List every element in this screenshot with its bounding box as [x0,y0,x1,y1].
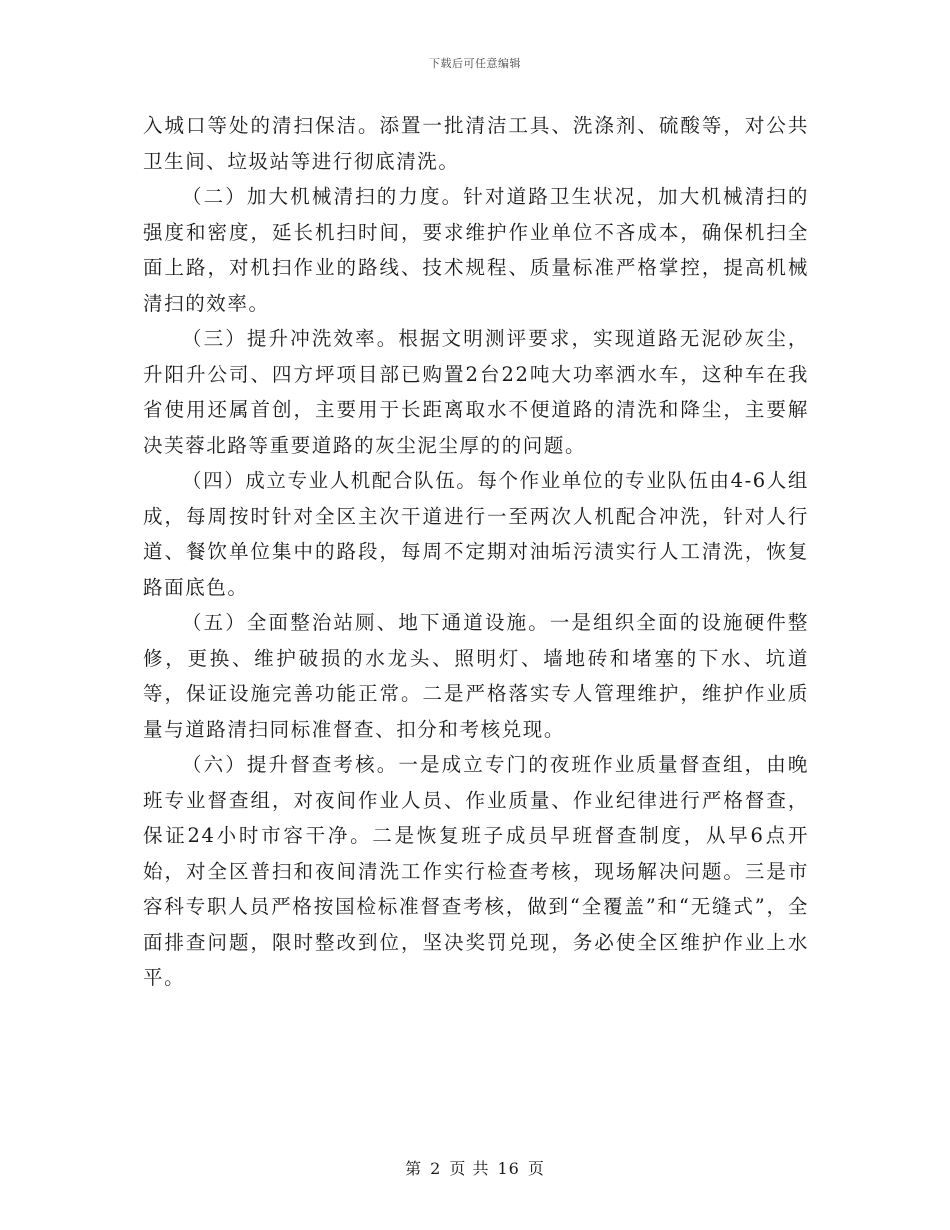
page-header [0,55,950,71]
footer-middle: 页 共 [449,1159,490,1178]
page-footer [0,1156,950,1179]
footer-suffix: 页 [527,1159,545,1178]
paragraph-professional-team: （四）成立专业人机配合队伍。每个作业单位的专业队伍由4-6人组成，每周按时针对全区主次干道进行一至两次人机配合冲洗，针对人行道、餐饮单位集中的路段，每周不定期对油垢污渍实行人工清洗，恢复路面底色。 [143,469,810,599]
document-body [143,108,809,996]
paragraph-facility-renovation: （五）全面整治站厕、地下通道设施。一是组织全面的设施硬件整修，更换、维护破损的水龙头、照明灯、墙地砖和堵塞的下水、坑道等，保证设施完善功能正常。二是严格落实专人管理维护，维护作业质量与道路清扫同标准督查、扣分和考核兑现。 [143,611,809,741]
paragraph-continuation: 入城口等处的清扫保洁。添置一批清洁工具、洗涤剂、硫酸等，对公共卫生间、垃圾站等进行彻底清洗。 [143,114,809,173]
footer-prefix: 第 [405,1159,423,1178]
paragraph-flushing-efficiency: （三）提升冲洗效率。根据文明测评要求，实现道路无泥砂灰尘，升阳升公司、四方坪项目部已购置2台22吨大功率洒水车，这种车在我省使用还属首创，主要用于长距离取水不便道路的清洗和降尘，主要解决芙蓉北路等重要道路的灰尘泥尘厚的的问题。 [143,327,809,457]
header-note: 下载后可任意编辑 [429,57,521,70]
footer-current-page: 2 [430,1159,442,1178]
paragraph-inspection-assessment: （六）提升督查考核。一是成立专门的夜班作业质量督查组，由晚班专业督查组，对夜间作业人员、作业质量、作业纪律进行严格督查，保证24小时市容干净。二是恢复班子成员早班督查制度，从早6点开始，对全区普扫和夜间清洗工作实行检查考核，现场解决问题。三是市容科专职人员严格按国检标准督查考核，做到“全覆盖”和“无缝式”，全面排查问题，限时整改到位，坚决奖罚兑现，务必使全区维护作业上水平。 [143,753,809,989]
footer-total-pages: 16 [497,1159,520,1178]
paragraph-mechanical-sweeping: （二）加大机械清扫的力度。针对道路卫生状况，加大机械清扫的强度和密度，延长机扫时间，要求维护作业单位不吝成本，确保机扫全面上路，对机扫作业的路线、技术规程、质量标准严格掌控，提高机械清扫的效率。 [143,185,809,315]
